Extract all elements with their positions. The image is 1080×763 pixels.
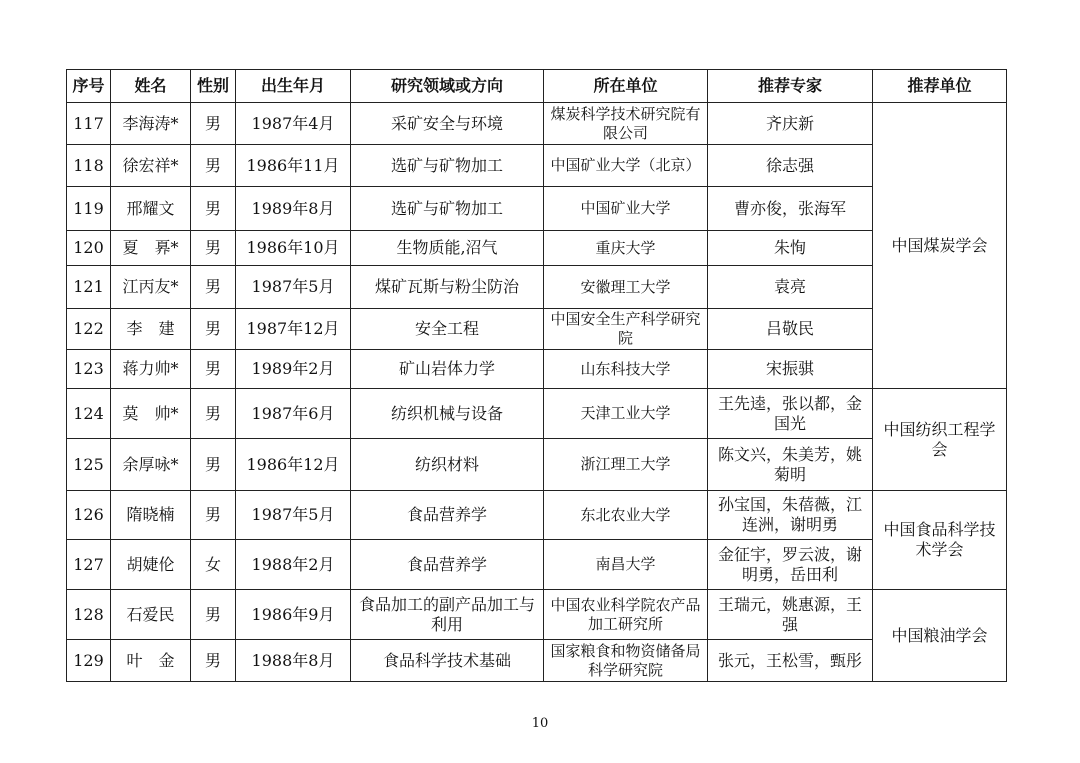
cell-field: 煤矿瓦斯与粉尘防治 [351,266,544,309]
cell-field: 食品营养学 [351,491,544,540]
cell-experts: 王瑞元，姚惠源，王强 [708,590,873,640]
cell-unit: 国家粮食和物资储备局科学研究院 [544,640,708,682]
cell-unit: 东北农业大学 [544,491,708,540]
table-row [67,187,1007,231]
cell-no: 117 [67,103,111,145]
col-header-birth: 出生年月 [236,70,351,103]
cell-birth: 1987年12月 [236,309,351,350]
cell-field: 食品加工的副产品加工与利用 [351,590,544,640]
cell-no: 124 [67,389,111,439]
table-row [67,439,1007,491]
col-header-gender: 性别 [191,70,236,103]
table-row [67,491,1007,540]
cell-name: 夏 奡* [111,231,191,266]
cell-unit: 南昌大学 [544,540,708,590]
cell-unit: 浙江理工大学 [544,439,708,491]
cell-gender: 男 [191,640,236,682]
cell-no: 125 [67,439,111,491]
cell-field: 食品营养学 [351,540,544,590]
cell-no: 118 [67,145,111,187]
cell-name: 叶 金 [111,640,191,682]
cell-field: 安全工程 [351,309,544,350]
cell-birth: 1986年12月 [236,439,351,491]
cell-gender: 男 [191,491,236,540]
cell-name: 徐宏祥* [111,145,191,187]
col-header-experts: 推荐专家 [708,70,873,103]
cell-birth: 1989年2月 [236,350,351,389]
cell-no: 128 [67,590,111,640]
cell-no: 126 [67,491,111,540]
table-row [67,231,1007,266]
cell-name: 李海涛* [111,103,191,145]
cell-name: 隋晓楠 [111,491,191,540]
cell-field: 生物质能,沼气 [351,231,544,266]
cell-experts: 张元，王松雪，甄彤 [708,640,873,682]
cell-unit: 重庆大学 [544,231,708,266]
cell-birth: 1986年11月 [236,145,351,187]
cell-birth: 1987年6月 [236,389,351,439]
cell-no: 119 [67,187,111,231]
cell-experts: 曹亦俊，张海军 [708,187,873,231]
cell-no: 122 [67,309,111,350]
cell-unit: 中国矿业大学（北京） [544,145,708,187]
cell-name: 莫 帅* [111,389,191,439]
cell-name: 邢耀文 [111,187,191,231]
cell-experts: 王先逵，张以都，金国光 [708,389,873,439]
table-row [67,590,1007,640]
cell-birth: 1988年8月 [236,640,351,682]
cell-experts: 朱恂 [708,231,873,266]
cell-gender: 男 [191,590,236,640]
cell-gender: 男 [191,309,236,350]
cell-field: 采矿安全与环境 [351,103,544,145]
cell-gender: 男 [191,103,236,145]
cell-no: 121 [67,266,111,309]
cell-experts: 陈文兴，朱美芳，姚菊明 [708,439,873,491]
cell-unit: 煤炭科学技术研究院有限公司 [544,103,708,145]
cell-unit: 中国农业科学院农产品加工研究所 [544,590,708,640]
cell-name: 余厚咏* [111,439,191,491]
table-row [67,389,1007,439]
cell-name: 李 建 [111,309,191,350]
cell-gender: 男 [191,187,236,231]
cell-unit: 安徽理工大学 [544,266,708,309]
cell-gender: 男 [191,439,236,491]
cell-unit: 天津工业大学 [544,389,708,439]
col-header-org: 推荐单位 [873,70,1007,103]
table-row [67,350,1007,389]
cell-org: 中国食品科学技术学会 [873,491,1007,590]
cell-experts: 徐志强 [708,145,873,187]
cell-experts: 吕敬民 [708,309,873,350]
cell-birth: 1988年2月 [236,540,351,590]
cell-gender: 男 [191,266,236,309]
cell-no: 123 [67,350,111,389]
cell-no: 127 [67,540,111,590]
cell-experts: 齐庆新 [708,103,873,145]
cell-no: 120 [67,231,111,266]
table-row [67,145,1007,187]
cell-gender: 男 [191,389,236,439]
cell-field: 选矿与矿物加工 [351,145,544,187]
cell-name: 江丙友* [111,266,191,309]
col-header-name: 姓名 [111,70,191,103]
cell-unit: 山东科技大学 [544,350,708,389]
table-row [67,540,1007,590]
cell-experts: 孙宝国，朱蓓薇，江连洲，谢明勇 [708,491,873,540]
page-number: 10 [531,716,549,731]
cell-gender: 男 [191,350,236,389]
candidate-table [66,69,1007,682]
cell-experts: 金征宇，罗云波，谢明勇，岳田利 [708,540,873,590]
cell-gender: 女 [191,540,236,590]
cell-org: 中国纺织工程学会 [873,389,1007,491]
table-row [67,309,1007,350]
cell-name: 蒋力帅* [111,350,191,389]
col-header-no: 序号 [67,70,111,103]
cell-name: 胡婕伦 [111,540,191,590]
cell-field: 选矿与矿物加工 [351,187,544,231]
cell-field: 纺织材料 [351,439,544,491]
cell-no: 129 [67,640,111,682]
cell-birth: 1989年8月 [236,187,351,231]
table-row [67,103,1007,145]
cell-unit: 中国矿业大学 [544,187,708,231]
cell-field: 食品科学技术基础 [351,640,544,682]
cell-birth: 1986年10月 [236,231,351,266]
cell-name: 石爱民 [111,590,191,640]
col-header-unit: 所在单位 [544,70,708,103]
col-header-field: 研究领域或方向 [351,70,544,103]
cell-field: 矿山岩体力学 [351,350,544,389]
cell-unit: 中国安全生产科学研究院 [544,309,708,350]
header-row [67,70,1007,103]
cell-gender: 男 [191,145,236,187]
table-row [67,266,1007,309]
cell-field: 纺织机械与设备 [351,389,544,439]
cell-org: 中国粮油学会 [873,590,1007,682]
cell-experts: 袁亮 [708,266,873,309]
cell-birth: 1987年4月 [236,103,351,145]
cell-org: 中国煤炭学会 [873,103,1007,389]
table-row [67,640,1007,682]
cell-birth: 1987年5月 [236,491,351,540]
cell-experts: 宋振骐 [708,350,873,389]
cell-birth: 1987年5月 [236,266,351,309]
cell-gender: 男 [191,231,236,266]
cell-birth: 1986年9月 [236,590,351,640]
